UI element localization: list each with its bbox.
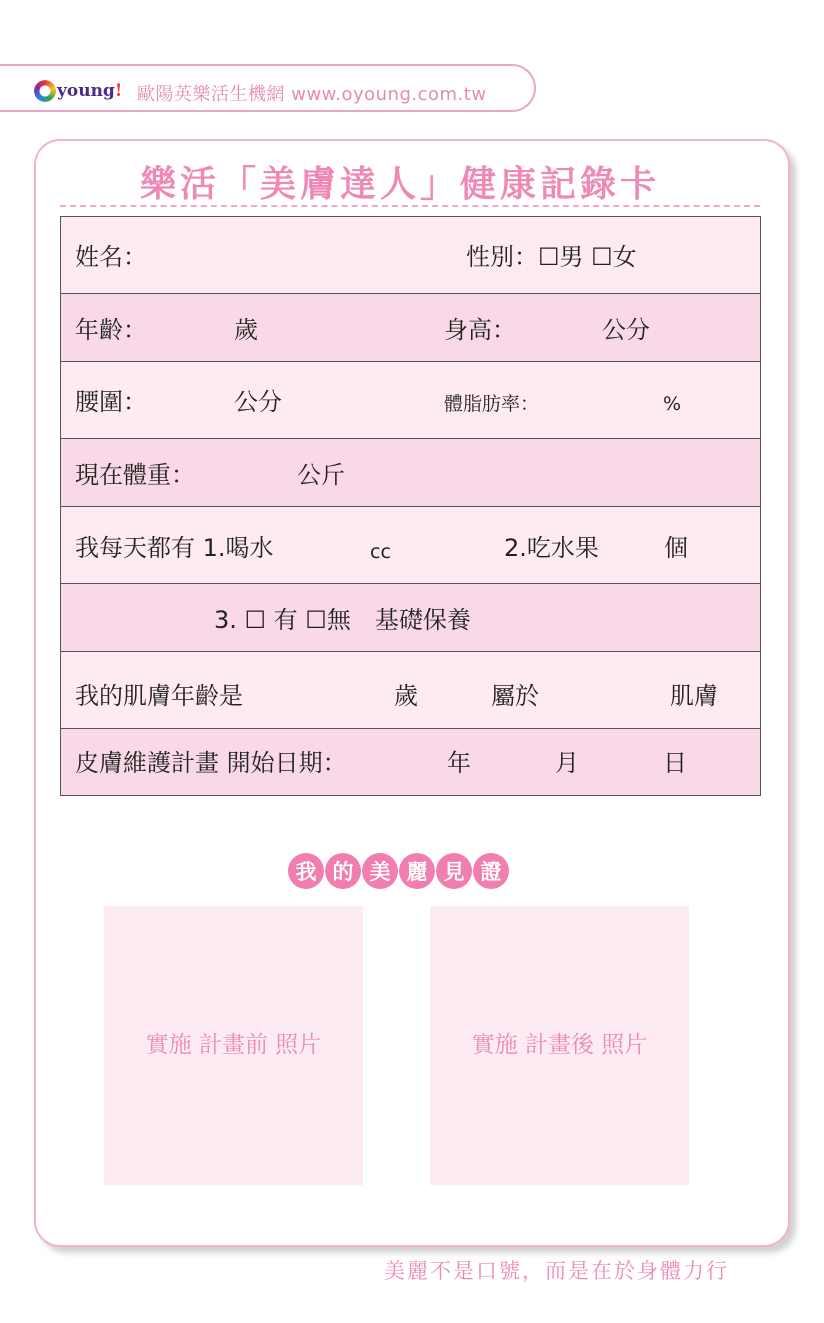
gallery-title-char: 我 xyxy=(288,853,324,889)
gallery-title-char: 麗 xyxy=(399,853,435,889)
fruit-label: 2.吃水果 xyxy=(504,534,599,562)
before-photo-label: 實施 計畫前 照片 xyxy=(145,1032,322,1058)
plan-month: 月 xyxy=(555,749,579,777)
bodyfat-label: 體脂肪率： xyxy=(444,393,540,415)
gallery-title-char: 的 xyxy=(325,853,361,889)
form-row-age xyxy=(60,293,761,362)
skin-age-unit: 歲 xyxy=(394,682,418,710)
water-unit: cc xyxy=(370,541,391,563)
title-divider xyxy=(60,205,760,207)
plan-year: 年 xyxy=(447,749,471,777)
height-label: 身高： xyxy=(444,316,516,344)
plan-day: 日 xyxy=(663,749,687,777)
form-row-name xyxy=(60,216,761,294)
form-row-plan xyxy=(60,728,761,796)
fruit-unit: 個 xyxy=(664,534,688,562)
skin-age-label: 我的肌膚年齡是 xyxy=(75,682,243,710)
after-photo-box[interactable] xyxy=(430,906,689,1185)
gallery-title-char: 美 xyxy=(362,853,398,889)
name-label: 姓名： xyxy=(75,243,147,271)
waist-label: 腰圍： xyxy=(75,388,147,416)
weight-unit: 公斤 xyxy=(297,461,345,489)
form-row-weight xyxy=(60,438,761,507)
gallery-title-char: 證 xyxy=(473,853,509,889)
plan-label: 皮膚維護計畫 開始日期： xyxy=(75,749,347,777)
weight-label: 現在體重： xyxy=(75,461,195,489)
skin-type-unit: 肌膚 xyxy=(670,682,718,710)
age-unit: 歲 xyxy=(234,316,258,344)
before-photo-box[interactable] xyxy=(104,906,363,1185)
care-label: 3. ☐ 有 ☐無 基礎保養 xyxy=(214,606,471,634)
form-row-care xyxy=(60,583,761,652)
gallery-title xyxy=(288,853,509,889)
logo-text: young xyxy=(57,81,115,101)
site-name: 歐陽英樂活生機網 www.oyoung.com.tw xyxy=(137,84,487,105)
age-label: 年齡： xyxy=(75,316,147,344)
gallery-title-char: 見 xyxy=(436,853,472,889)
belongs-label: 屬於 xyxy=(491,682,539,710)
height-unit: 公分 xyxy=(602,316,650,344)
waist-unit: 公分 xyxy=(234,388,282,416)
gender-label: 性別：☐男 ☐女 xyxy=(466,243,637,271)
logo-ring-icon xyxy=(34,80,56,102)
after-photo-label: 實施 計畫後 照片 xyxy=(471,1032,648,1058)
card-title: 樂活「美膚達人」健康記錄卡 xyxy=(139,163,660,205)
slogan: 美麗不是口號，而是在於身體力行 xyxy=(384,1259,729,1283)
logo-mark: ! xyxy=(114,81,123,101)
form-row-skin-age xyxy=(60,651,761,729)
daily-label: 我每天都有 1.喝水 xyxy=(75,534,274,562)
brand-logo[interactable] xyxy=(34,76,122,106)
form-row-waist xyxy=(60,361,761,439)
form-row-daily xyxy=(60,506,761,584)
bodyfat-unit: % xyxy=(663,393,682,415)
